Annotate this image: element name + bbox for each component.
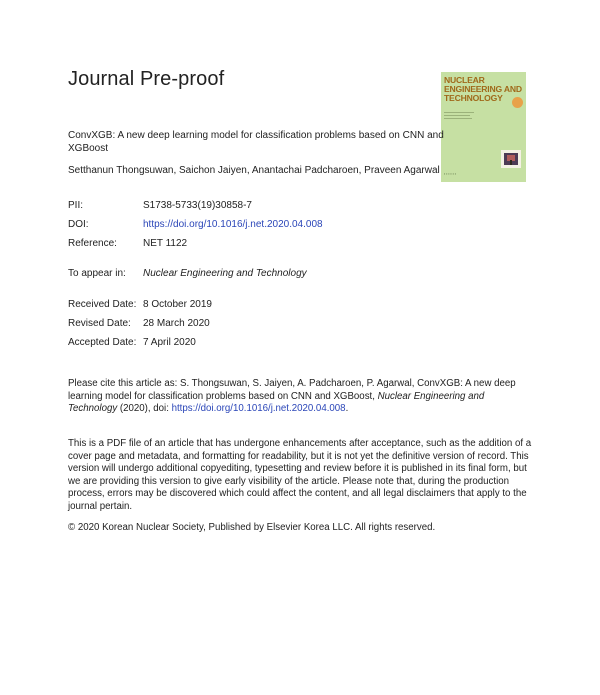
cover-text-line <box>444 112 474 113</box>
reference-label: Reference: <box>68 238 117 249</box>
citation-prefix: Please cite this article as: S. Thongsuwan, S. Jaiyen, A. Padcharoen, P. Agarwal, ConvXGB: A new deep learning model for classification problems based on CNN and XGBoost, <box>68 378 516 402</box>
page-heading: Journal Pre-proof <box>68 68 225 90</box>
pii-label: PII: <box>68 200 84 211</box>
cover-footer-text: ▪ ▪ ▪ ▪ ▪ ▪ <box>444 172 456 176</box>
revised-label: Revised Date: <box>68 318 131 329</box>
received-label: Received Date: <box>68 299 137 310</box>
revised-value: 28 March 2020 <box>143 318 210 329</box>
disclaimer-paragraph: This is a PDF file of an article that has undergone enhancements after acceptance, such as the addition of a cover page and metadata, and formatting for readability, but it is not yet the definitive version of record. This version will undergo additional copyediting, typesetting and review before it is published in its final form, but we are providing this version to give early visibility of the article. Please note that, during the production process, errors may be discovered which could affect the content, and all legal disclaimers that apply to the journal pertain. <box>68 438 532 512</box>
doi-label: DOI: <box>68 219 89 230</box>
appear-journal: Nuclear Engineering and Technology <box>143 268 307 279</box>
doi-link[interactable]: https://doi.org/10.1016/j.net.2020.04.008 <box>143 219 323 230</box>
citation-journal: Nuclear Engineering and Technology <box>68 390 485 415</box>
accepted-value: 7 April 2020 <box>143 337 196 348</box>
copyright-notice: © 2020 Korean Nuclear Society, Published by Elsevier Korea LLC. All rights reserved. <box>68 522 436 533</box>
cover-text-line <box>444 115 470 116</box>
citation-doi-link[interactable]: https://doi.org/10.1016/j.net.2020.04.008 <box>171 403 346 415</box>
received-value: 8 October 2019 <box>143 299 212 310</box>
citation-paragraph <box>68 378 533 416</box>
cover-journal-name: NUCLEAR ENGINEERING AND TECHNOLOGY <box>444 75 522 103</box>
journal-cover-image <box>441 72 526 182</box>
elsevier-tree-icon <box>501 150 521 168</box>
pii-value: S1738-5733(19)30858-7 <box>143 200 252 211</box>
appear-label: To appear in: <box>68 268 126 279</box>
article-authors: Setthanun Thongsuwan, Saichon Jaiyen, Anantachai Padcharoen, Praveen Agarwal <box>68 165 440 176</box>
reference-value: NET 1122 <box>143 238 188 249</box>
article-title: ConvXGB: A new deep learning model for classification problems based on CNN and XGBoost <box>68 130 444 154</box>
accepted-label: Accepted Date: <box>68 337 137 348</box>
cover-text-line <box>444 118 472 119</box>
cover-badge-icon <box>512 97 523 108</box>
citation-middle: (2020), doi: <box>117 403 172 415</box>
citation-suffix: . <box>345 403 349 415</box>
